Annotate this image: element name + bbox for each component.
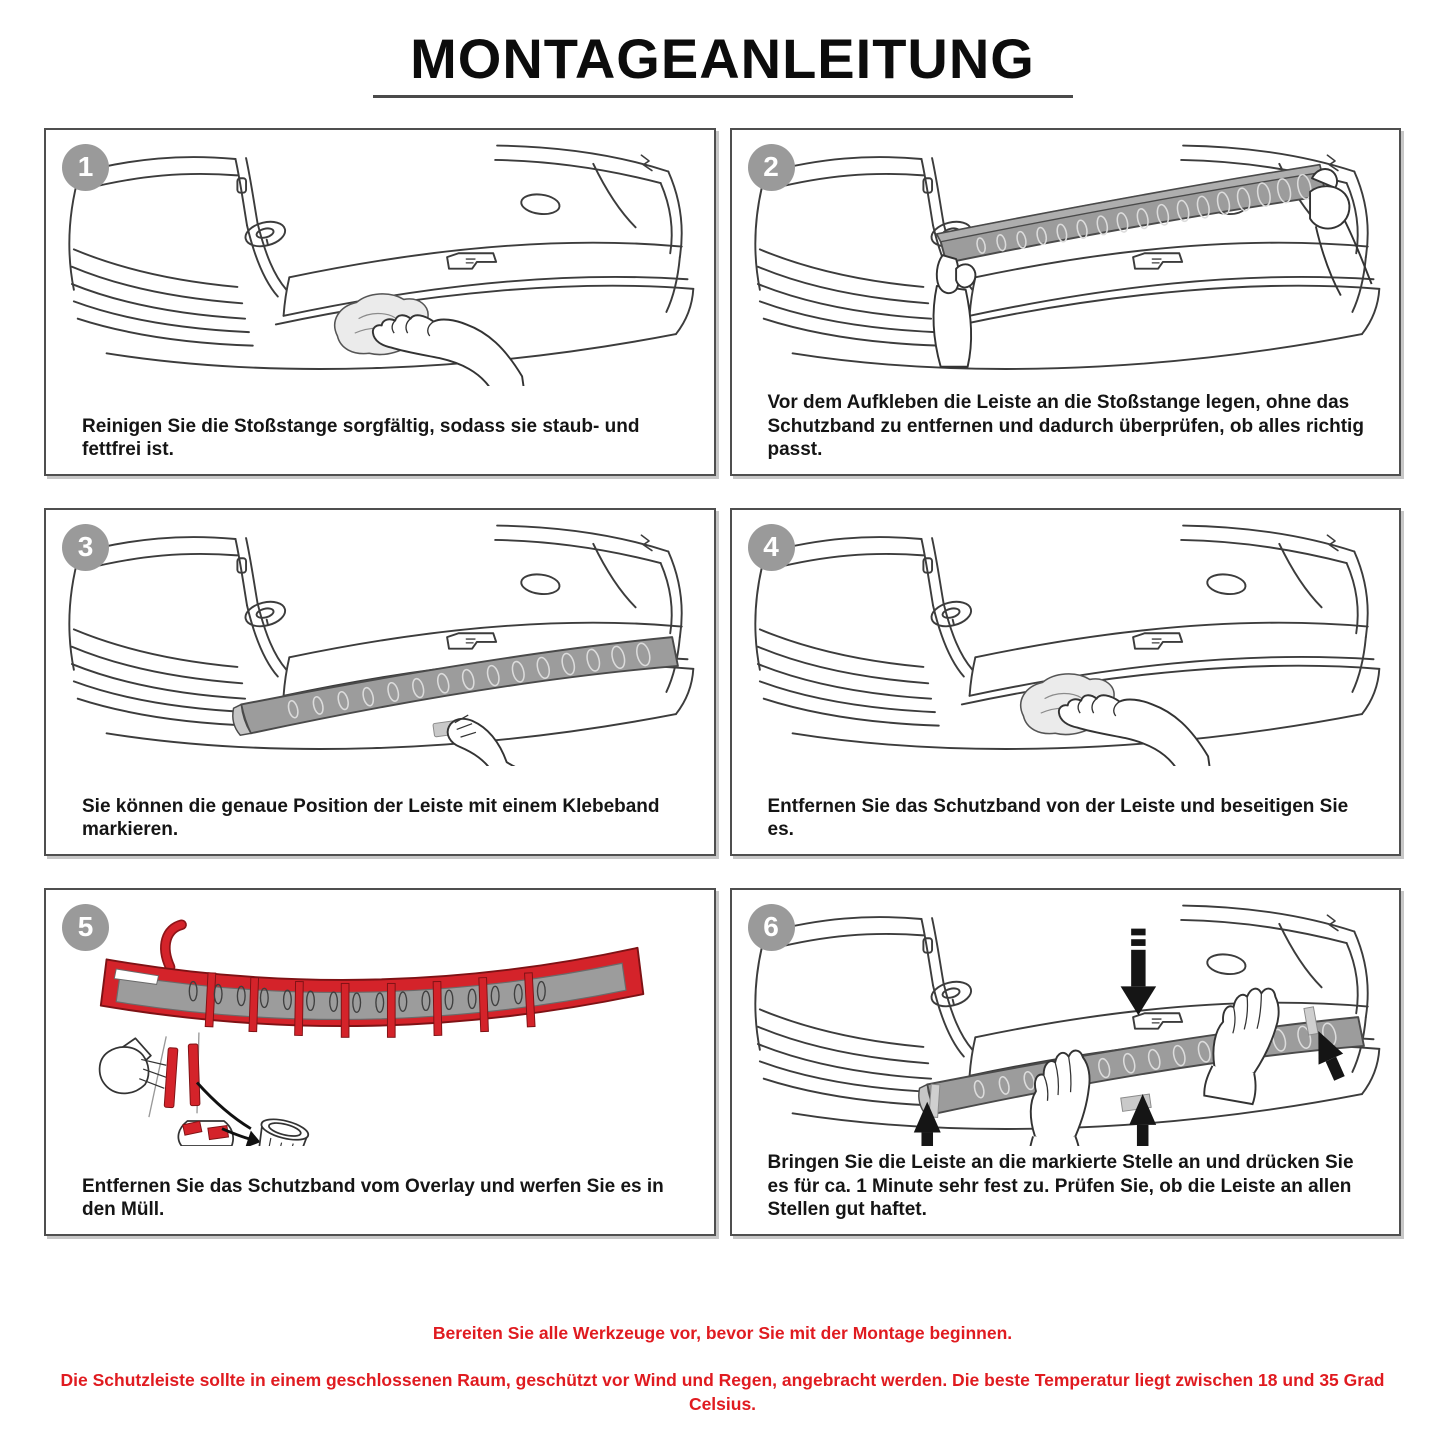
step-1-text: Reinigen Sie die Stoßstange sorgfältig, sodass sie staub- und fettfrei ist. (82, 415, 640, 461)
press-down-arrow (1120, 928, 1156, 1015)
step-5-text: Entfernen Sie das Schutzband vom Overlay und werfen Sie es in den Müll. (82, 1175, 664, 1221)
step-3-text: Sie können die genaue Position der Leiste mit einem Klebeband markieren. (82, 795, 660, 841)
step-6-text: Bringen Sie die Leiste an die markierte Stelle an und drücken Sie es für ca. 1 Minute sehr fest zu. Prüfen Sie, ob die Leiste an allen Stellen gut haftet. (767, 1152, 1354, 1221)
footer-note-tools: Bereiten Sie alle Werkzeuge vor, bevor Sie mit der Montage beginnen. (432, 1322, 1013, 1343)
step-3-number-badge: 3 (62, 524, 109, 571)
step-4-number-badge: 4 (748, 524, 795, 571)
title-underline (373, 95, 1073, 98)
step-2-text: Vor dem Aufkleben die Leiste an die Stoßstange legen, ohne das Schutzband zu entfernen und dadurch überprüfen, ob alles richtig passt. (767, 392, 1364, 461)
step-panel-6 (730, 888, 1402, 1236)
step-6-number-badge: 6 (748, 904, 795, 951)
footer-note-temperature: Die Schutzleiste sollte in einem geschlossenen Raum, geschützt vor Wind und Regen, angebracht werden. Die beste Temperatur liegt zwischen 18 und 35 Grad Celsius. (60, 1370, 1385, 1415)
page-header (0, 0, 1445, 98)
strip-marking-illustration (46, 514, 714, 766)
step-panel-5 (44, 888, 716, 1236)
pressing-strip-arrows-illustration (732, 894, 1400, 1146)
step-4-text: Entfernen Sie das Schutzband von der Leiste und beseitigen Sie es. (767, 795, 1349, 841)
hand-cleaning-bumper-illustration (46, 134, 714, 386)
step-2-number-badge: 2 (748, 144, 795, 191)
hands-holding-strip-illustration (732, 134, 1400, 386)
step-1-number-badge: 1 (62, 144, 109, 191)
overlay-red-backing-illustration (46, 894, 714, 1146)
step-panel-2 (730, 128, 1402, 476)
page-title: MONTAGEANLEITUNG (410, 27, 1035, 90)
hand-removing-tape-illustration (732, 514, 1400, 766)
step-panel-4 (730, 508, 1402, 856)
step-panel-1 (44, 128, 716, 476)
step-5-number-badge: 5 (62, 904, 109, 951)
footer-warnings (0, 1322, 1445, 1417)
step-panel-3 (44, 508, 716, 856)
steps-grid (44, 128, 1401, 1236)
